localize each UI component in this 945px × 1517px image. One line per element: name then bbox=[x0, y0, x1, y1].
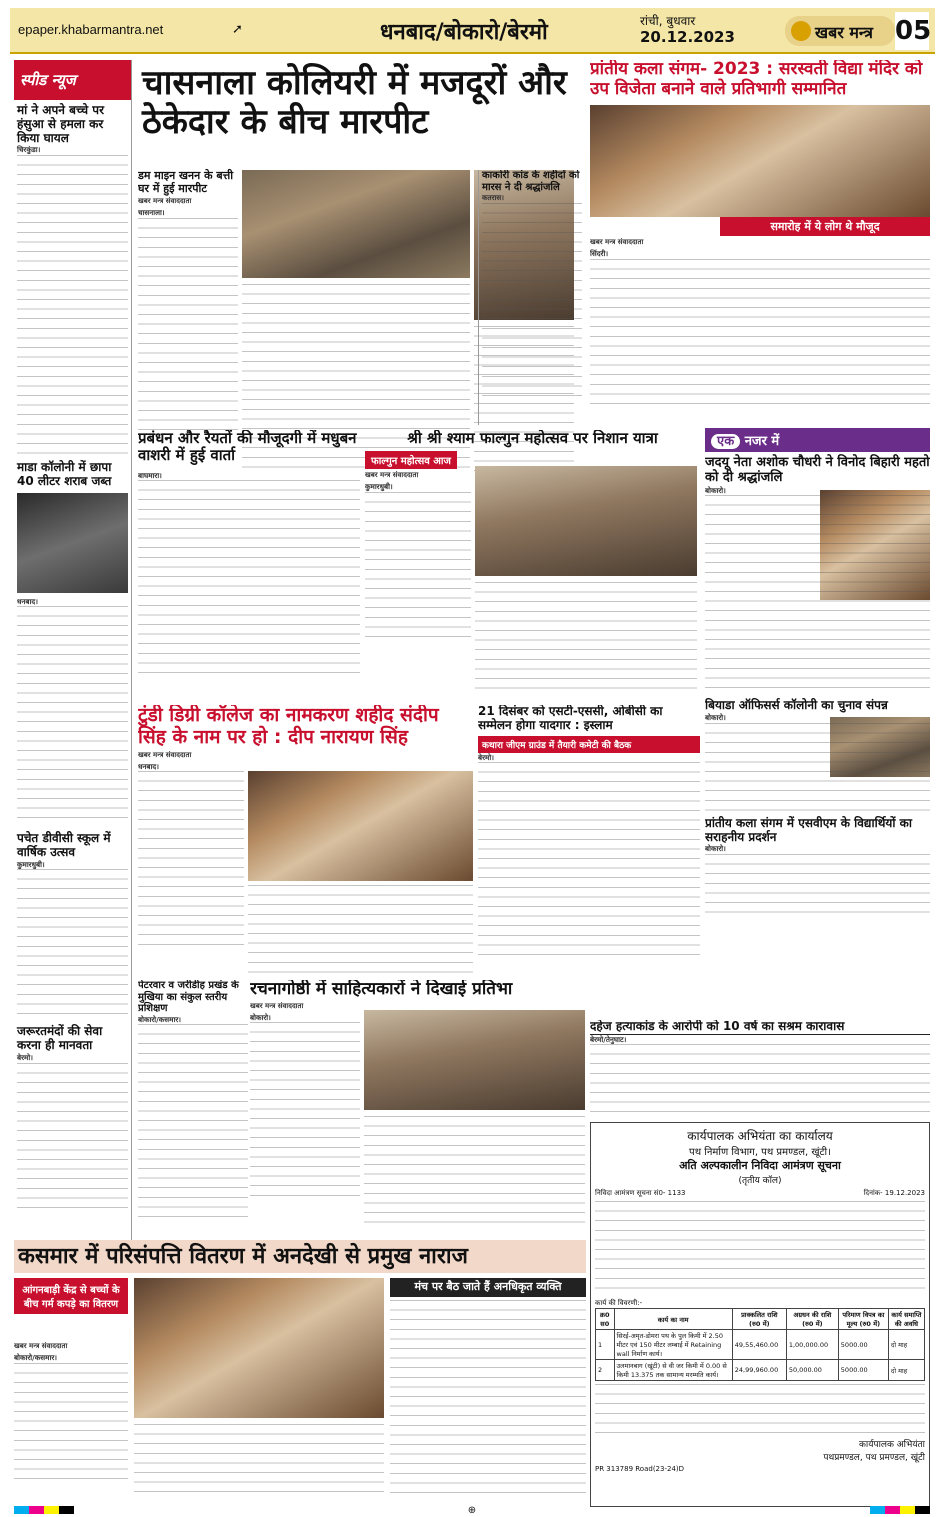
dowry-headline: दहेज हत्याकांड के आरोपी को 10 वर्ष का सश्रम कारावास bbox=[590, 1020, 930, 1035]
brand-icon bbox=[791, 21, 811, 41]
tender-notice-title: अति अल्पकालीन निविदा आमंत्रण सूचना bbox=[679, 1159, 841, 1172]
kakori-story: काकोरी कांड के शहीदों को मारस ने दी श्रद्धांजलि कतरास। bbox=[478, 170, 582, 425]
rachna-photo bbox=[364, 1010, 585, 1110]
raiyat-story: प्रबंधन और रैयतों की मौजूदगी में मधुबन वाशरी में हुई वार्ता बाघमारा। bbox=[138, 430, 360, 700]
rachna-story: रचनागोष्ठी में साहित्यकारों ने दिखाई प्रतिभा खबर मन्त्र संवाददाता बोकारो। bbox=[250, 980, 585, 1230]
festival-label: फाल्गुन महोत्सव आज bbox=[365, 451, 457, 469]
ek-nazar-column: एक नजर में जदयू नेता अशोक चौधरी ने विनोद बिहारी महतो को दी श्रद्धांजलि बोकारो। बियाडा ऑफिसर्स कॉलोनी का चुनाव संपन्न बोकारो। प्रांतीय कला संगम में एसवीएम के विद्यार्थियों का सराहनीय प्रदर्शन बोकारो। bbox=[705, 428, 930, 1018]
lead-photo bbox=[242, 170, 470, 278]
rachna-headline: रचनागोष्ठी में साहित्यकारों ने दिखाई प्रतिभा bbox=[250, 980, 513, 999]
byline: खबर मन्त्र संवाददाता bbox=[590, 238, 644, 247]
table-row: 2 उलमानबाग (खूंटी) से वी जर किमी में 0.00 से किमी 13.375 तक सामान्य मरम्मति कार्य। 24,99,960.00 50,000.00 5000.00 दो माह bbox=[596, 1360, 925, 1381]
obc-headline: 21 दिसंबर को एसटी-एससी, ओबीसी का सम्मेलन होगा यादगार : इस्लाम bbox=[478, 705, 663, 732]
crosshair-icon: ⊕ bbox=[467, 1505, 477, 1515]
tender-ref: निविदा आमंत्रण सूचना सं0- 1133 bbox=[595, 1189, 686, 1197]
tender-table bbox=[595, 1308, 925, 1381]
raiyat-headline: प्रबंधन और रैयतों की मौजूदगी में मधुबन वाशरी में हुई वार्ता bbox=[138, 430, 357, 465]
news-headline: जरूरतमंदों की सेवा करना ही मानवता bbox=[17, 1024, 103, 1053]
kasmar-story: कसमार में परिसंपत्ति वितरण में अनदेखी से प्रमुख नाराज आंगनबाड़ी केंद्र से बच्चों के बीच गर्म कपड़े का वितरण खबर मन्त्र संवाददाता बोकारो/कसमार। मंच पर बैठ जाते हैं अनधिकृत व्यक्ति bbox=[14, 1240, 586, 1502]
ek-title: नजर में bbox=[744, 434, 780, 449]
lead-subhead: डम माइन खनन के बत्ती घर में हुई मारपीट bbox=[138, 169, 234, 195]
training-headline: पेटरवार व जरीडीह प्रखंड के मुखिया का संकुल स्तरीय प्रशिक्षण bbox=[138, 980, 239, 1014]
art-headline: प्रांतीय कला संगम- 2023 : सरस्वती विद्या मंदिर को उप विजेता बनाने वाले प्रतिभागी सम्मानित bbox=[590, 60, 923, 99]
table-header: कार्य समाप्ति की अवधि bbox=[888, 1309, 924, 1330]
news-headline: प्रांतीय कला संगम में एसवीएम के विद्यार्थियों का सराहनीय प्रदर्शन bbox=[705, 815, 912, 844]
tender-dept: पथ निर्माण विभाग, पथ प्रमण्डल, खूंटी। bbox=[689, 1147, 831, 1158]
table-header: अग्रधन की राशि (रु0 में) bbox=[786, 1309, 838, 1330]
news-headline: मां ने अपने बच्चे पर हंसुआ से हमला कर किया घायल bbox=[17, 103, 105, 145]
table-header: कार्य का नाम bbox=[614, 1309, 732, 1330]
kasmar-side-head: आंगनबाड़ी केंद्र से बच्चों के बीच गर्म कपड़े का वितरण bbox=[14, 1278, 128, 1314]
training-story: पेटरवार व जरीडीह प्रखंड के मुखिया का संकुल स्तरीय प्रशिक्षण बोकारो/कसमार। bbox=[138, 980, 248, 1230]
speed-news-column: स्पीड न्यूज मां ने अपने बच्चे पर हंसुआ से हमला कर किया घायल चिरकुंडा। माडा कॉलोनी में छापा 40 लीटर शराब जब्त धनबाद। पचेत डीवीसी स्कूल में वार्षिक उत्सव कुमारधुबी। जरूरतमंदों की सेवा करना ही मानवता बेरमो। bbox=[14, 60, 132, 1243]
art-sangam-story: प्रांतीय कला संगम- 2023 : सरस्वती विद्या मंदिर को उप विजेता बनाने वाले प्रतिभागी सम्मानित समारोह में ये लोग थे मौजूद खबर मन्त्र संवाददाता सिंदरी। bbox=[590, 60, 930, 420]
table-header: प्राक्कलित राशि (रु0 में) bbox=[732, 1309, 786, 1330]
cursor-icon: ➚ bbox=[232, 22, 243, 37]
byline: खबर मन्त्र संवाददाता bbox=[14, 1342, 68, 1350]
byline: खबर मन्त्र संवाददाता bbox=[365, 471, 419, 480]
festival-photo bbox=[475, 466, 697, 576]
news-photo bbox=[17, 493, 128, 593]
tender-notice bbox=[590, 1122, 930, 1507]
kasmar-headline: कसमार में परिसंपत्ति वितरण में अनदेखी से प्रमुख नाराज bbox=[14, 1240, 586, 1273]
news-headline: पचेत डीवीसी स्कूल में वार्षिक उत्सव bbox=[17, 831, 111, 859]
kasmar-subhead: मंच पर बैठ जाते हैं अनधिकृत व्यक्ति bbox=[390, 1278, 586, 1297]
tundi-headline: टुंडी डिग्री कॉलेज का नामकरण शहीद संदीप सिंह के नाम पर हो : दीप नारायण सिंह bbox=[138, 705, 439, 748]
kakori-headline: काकोरी कांड के शहीदों को मारस ने दी श्रद्धांजलि bbox=[482, 170, 580, 193]
tender-office: कार्यपालक अभियंता का कार्यालय bbox=[687, 1129, 833, 1143]
tender-call: (तृतीय कॉल) bbox=[738, 1176, 782, 1186]
dowry-story: दहेज हत्याकांड के आरोपी को 10 वर्ष का सश्रम कारावास बेरमो/तेनुघाट। bbox=[590, 1020, 930, 1120]
brand-logo: खबर मन्त्र bbox=[785, 16, 895, 46]
news-headline: बियाडा ऑफिसर्स कॉलोनी का चुनाव संपन्न bbox=[705, 698, 888, 713]
kasmar-photo bbox=[134, 1278, 384, 1418]
caption-bar: समारोह में ये लोग थे मौजूद bbox=[720, 217, 930, 236]
site-url[interactable]: epaper.khabarmantra.net bbox=[18, 22, 164, 37]
table-title: कार्य की विवरणी:- bbox=[595, 1299, 643, 1307]
speed-news-tag: स्पीड न्यूज bbox=[14, 60, 131, 100]
tender-signatory-office: पथप्रमण्डल, पथ प्रमण्डल, खूंटी bbox=[823, 1453, 925, 1463]
table-header: परिमाण विपत्र का मूल्य (रु0 में) bbox=[838, 1309, 888, 1330]
color-registration-bar bbox=[14, 1505, 930, 1515]
lead-story: चासनाला कोलियरी में मजदूरों और ठेकेदार के बीच मारपीट डम माइन खनन के बत्ती घर में हुई मारपीट खबर मन्त्र संवाददाता चासनाला। bbox=[138, 60, 578, 480]
lead-headline: चासनाला कोलियरी में मजदूरों और ठेकेदार के बीच मारपीट bbox=[142, 63, 567, 143]
section-title: धनबाद/बोकारो/बेरमो bbox=[380, 20, 548, 45]
meeting-label: कथारा जीएम ग्राउंड में तैयारी कमेटी की बैठक bbox=[478, 736, 700, 753]
tender-pr: PR 313789 Road(23-24)D bbox=[595, 1465, 685, 1473]
tender-date: दिनांक- 19.12.2023 bbox=[863, 1189, 925, 1197]
news-headline: जदयू नेता अशोक चौधरी ने विनोद बिहारी महतो को दी श्रद्धांजलि bbox=[705, 455, 930, 485]
byline: खबर मन्त्र संवाददाता bbox=[250, 1001, 304, 1010]
ek-tag: एक bbox=[711, 434, 740, 449]
news-headline: माडा कॉलोनी में छापा 40 लीटर शराब जब्त bbox=[17, 459, 112, 488]
table-row: 1 सिरई-अमृत-डोमरा पथ के पुल किमी में 2.50 मीटर एवं 150 मीटर लम्बाई में Retaining wall निर्माण कार्य। 49,55,460.00 1,00,000.00 5000.00 दो माह bbox=[596, 1330, 925, 1360]
shyam-story: श्री श्री श्याम फाल्गुन महोत्सव पर निशान यात्रा फाल्गुन महोत्सव आज खबर मन्त्र संवाददाता कुमारधुबी। bbox=[365, 430, 700, 700]
byline: खबर मन्त्र संवाददाता bbox=[138, 750, 192, 759]
tundi-photo bbox=[248, 771, 473, 881]
tundi-story: टुंडी डिग्री कॉलेज का नामकरण शहीद संदीप सिंह के नाम पर हो : दीप नारायण सिंह खबर मन्त्र संवाददाता धनबाद। bbox=[138, 705, 473, 975]
award-photo bbox=[590, 105, 930, 217]
obc-story: 21 दिसंबर को एसटी-एससी, ओबीसी का सम्मेलन होगा यादगार : इस्लाम कथारा जीएम ग्राउंड में तैयारी कमेटी की बैठक बेरमो। bbox=[478, 705, 700, 975]
page-number: 05 bbox=[895, 12, 929, 50]
masthead bbox=[10, 8, 935, 54]
tender-signatory: कार्यपालक अभियंता bbox=[859, 1440, 925, 1450]
table-header: क्र0 स0 bbox=[596, 1309, 615, 1330]
issue-date: रांची, बुधवार 20.12.2023 bbox=[640, 14, 735, 46]
byline: खबर मन्त्र संवाददाता bbox=[138, 197, 192, 206]
news-dateline: चिरकुंडा। bbox=[17, 145, 41, 155]
shyam-headline: श्री श्री श्याम फाल्गुन महोत्सव पर निशान यात्रा bbox=[407, 430, 658, 447]
